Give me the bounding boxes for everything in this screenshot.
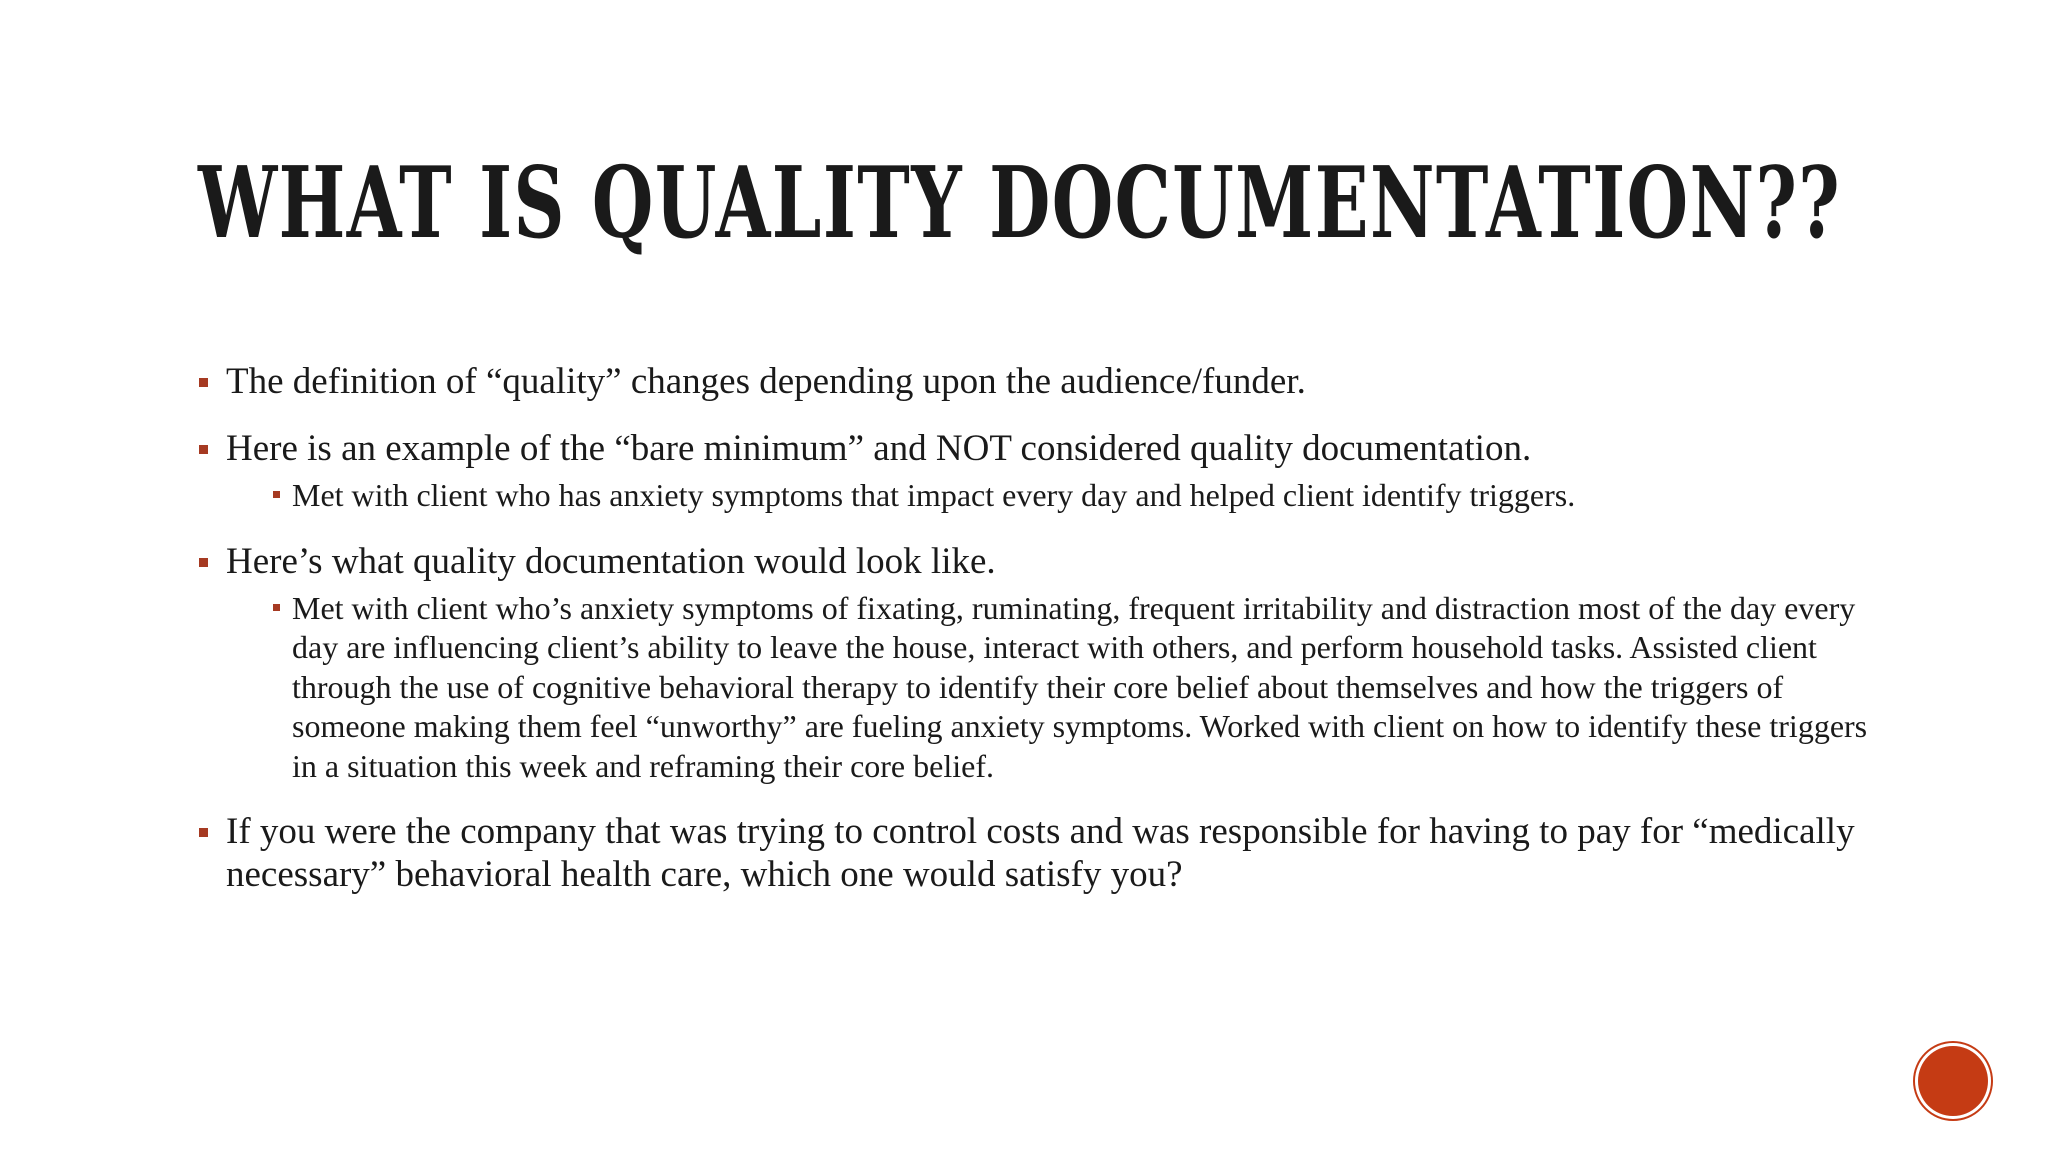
sub-bullet-item [226,476,1876,516]
bullet-item [196,810,1876,896]
bullet-text: The definition of “quality” changes depending upon the audience/funder. [226,361,1306,402]
sub-bullet-item [226,589,1876,787]
slide-content [196,360,1876,920]
bullet-item [196,427,1876,516]
slide-title: WHAT IS QUALITY DOCUMENTATION?? [198,146,1842,261]
bullet-text: If you were the company that was trying to control costs and was responsible for having to pay for “medically necessary” behavioral health care, which one would satisfy you? [226,811,1855,895]
slide-number-badge [1918,1046,1988,1116]
bullet-text: Here’s what quality documentation would look like. [226,540,996,582]
sub-bullet-text: Met with client who has anxiety symptoms that impact every day and helped client identify triggers. [292,477,1576,513]
bullet-list [196,360,1876,896]
sub-bullet-text: Met with client who’s anxiety symptoms of fixating, ruminating, frequent irritability and distraction most of the day every day are influencing client’s ability to leave the house, interact with others, and perform household tasks. Assisted client through the use of cognitive behavioral therapy to identify their core belief about themselves and how the triggers of someone making them feel “unworthy” are fueling anxiety symptoms. Worked with client on how to identify these triggers in a situation this week and reframing their core belief. [292,589,1868,784]
bullet-item [196,540,1876,787]
bullet-text: Here is an example of the “bare minimum” and NOT considered quality documentation. [226,428,1532,469]
bullet-item [196,360,1876,403]
sub-bullet-list [226,476,1876,516]
sub-bullet-list [226,589,1876,787]
